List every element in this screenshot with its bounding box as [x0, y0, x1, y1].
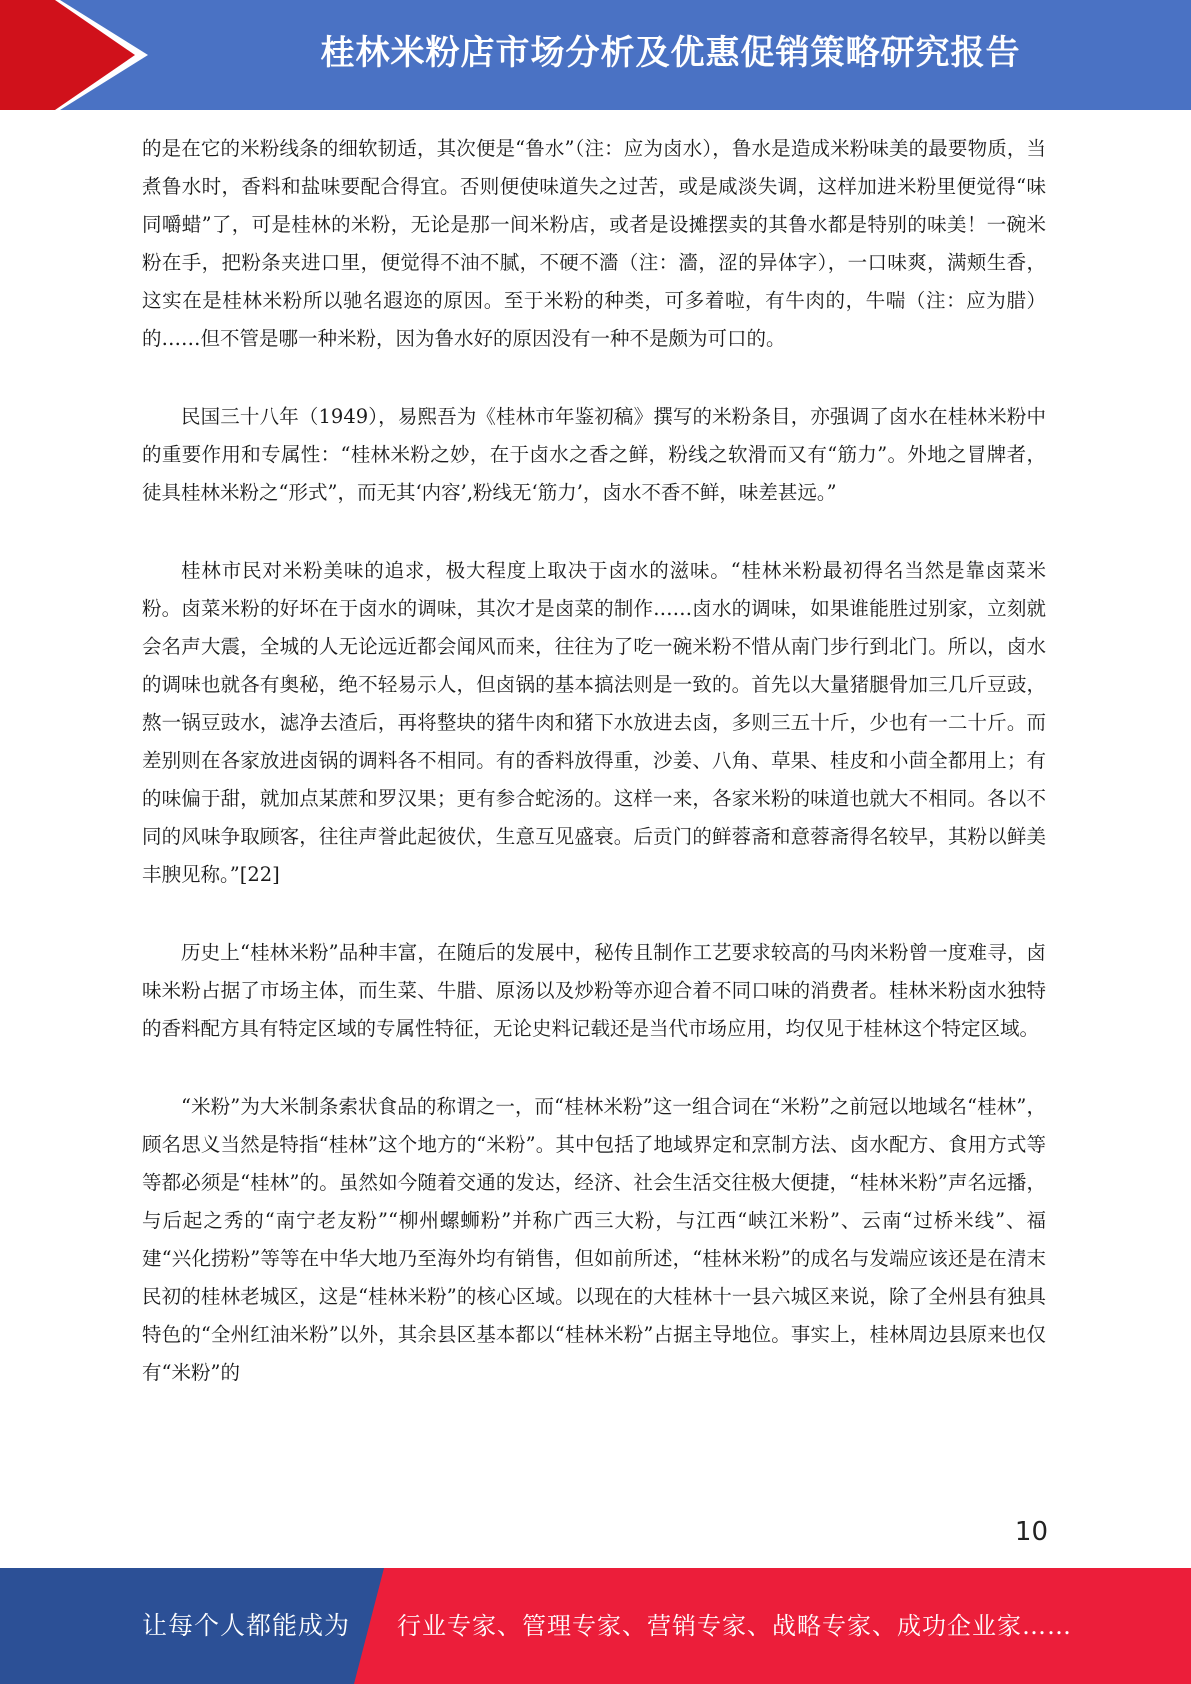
header-arrow-decoration: [0, 0, 160, 110]
paragraph-5: “米粉”为大米制条索状食品的称谓之一，而“桂林米粉”这一组合词在“米粉”之前冠以地域名“桂林”，顾名思义当然是特指“桂林”这个地方的“米粉”。其中包括了地域界定和烹制方法、卤水配方、食用方式等等都必须是“桂林”的。虽然如今随着交通的发达，经济、社会生活交往极大便捷，“桂林米粉”声名远播，与后起之秀的“南宁老友粉”“柳州螺蛳粉”并称广西三大粉，与江西“峡江米粉”、云南“过桥米线”、福建“兴化捞粉”等等在中华大地乃至海外均有销售，但如前所述，“桂林米粉”的成名与发端应该还是在清末民初的桂林老城区，这是“桂林米粉”的核心区域。以现在的大桂林十一县六城区来说，除了全州县有独具特色的“全州红油米粉”以外，其余县区基本都以“桂林米粉”占据主导地位。事实上，桂林周边县原来也仅有“米粉”的: [142, 1095, 1046, 1384]
page-footer: [0, 1568, 1191, 1684]
paragraph-3: 桂林市民对米粉美味的追求，极大程度上取决于卤水的滋味。“桂林米粉最初得名当然是靠卤菜米粉。卤菜米粉的好坏在于卤水的调味，其次才是卤菜的制作……卤水的调味，如果谁能胜过别家，立刻就会名声大震，全城的人无论远近都会闻风而来，往往为了吃一碗米粉不惜从南门步行到北门。所以，卤水的调味也就各有奥秘，绝不轻易示人，但卤锅的基本搞法则是一致的。首先以大量猪腿骨加三几斤豆豉，熬一锅豆豉水，滤净去渣后，再将整块的猪牛肉和猪下水放进去卤，多则三五十斤，少也有一二十斤。而差别则在各家放进卤锅的调料各不相同。有的香料放得重，沙姜、八角、草果、桂皮和小茴全都用上；有的味偏于甜，就加点某蔗和罗汉果；更有参合蛇汤的。这样一来，各家米粉的味道也就大不相同。各以不同的风味争取顾客，往往声誉此起彼伏，生意互见盛衰。后贡门的鲜蓉斋和意蓉斋得名较早，其粉以鲜美丰腴见称。”[22]: [142, 559, 1046, 886]
report-title: 桂林米粉店市场分析及优惠促销策略研究报告: [320, 33, 1021, 73]
paragraph-2: 民国三十八年（1949），易熙吾为《桂林市年鉴初稿》撰写的米粉条目，亦强调了卤水在桂林米粉中的重要作用和专属性：“桂林米粉之妙，在于卤水之香之鲜，粉线之软滑而又有“筋力”。外地之冒牌者，徒具桂林米粉之“形式”，而无其‘内容’,粉线无‘筋力’，卤水不香不鲜，味差甚远。”: [142, 405, 1046, 504]
paragraph-4: 历史上“桂林米粉”品种丰富，在随后的发展中，秘传且制作工艺要求较高的马肉米粉曾一度难寻，卤味米粉占据了市场主体，而生菜、牛腊、原汤以及炒粉等亦迎合着不同口味的消费者。桂林米粉卤水独特的香料配方具有特定区域的专属性特征，无论史料记载还是当代市场应用，均仅见于桂林这个特定区域。: [142, 941, 1046, 1040]
footer-slogan-left: 让每个人都能成为: [142, 1611, 351, 1640]
page-header: [0, 0, 1191, 110]
paragraph-1: 的是在它的米粉线条的细软韧适，其次便是“鲁水”（注：应为卤水），鲁水是造成米粉味美的最要物质，当煮鲁水时，香料和盐味要配合得宜。否则便使味道失之过苦，或是咸淡失调，这样加进米粉里便觉得“味同嚼蜡”了，可是桂林的米粉，无论是那一间米粉店，或者是设摊摆卖的其鲁水都是特别的味美！一碗米粉在手，把粉条夹进口里，便觉得不油不腻，不硬不濇（注：濇，涩的异体字），一口味爽，满颊生香，这实在是桂林米粉所以驰名遐迩的原因。至于米粉的种类，可多着啦，有牛肉的，牛喘（注：应为腊）的……但不管是哪一种米粉，因为鲁水好的原因没有一种不是颇为可口的。: [142, 137, 1046, 350]
page-number: 10: [1014, 1517, 1048, 1547]
document-body: [142, 130, 1046, 1432]
footer-slogan-right: 行业专家、管理专家、营销专家、战略专家、成功企业家……: [397, 1612, 1072, 1640]
